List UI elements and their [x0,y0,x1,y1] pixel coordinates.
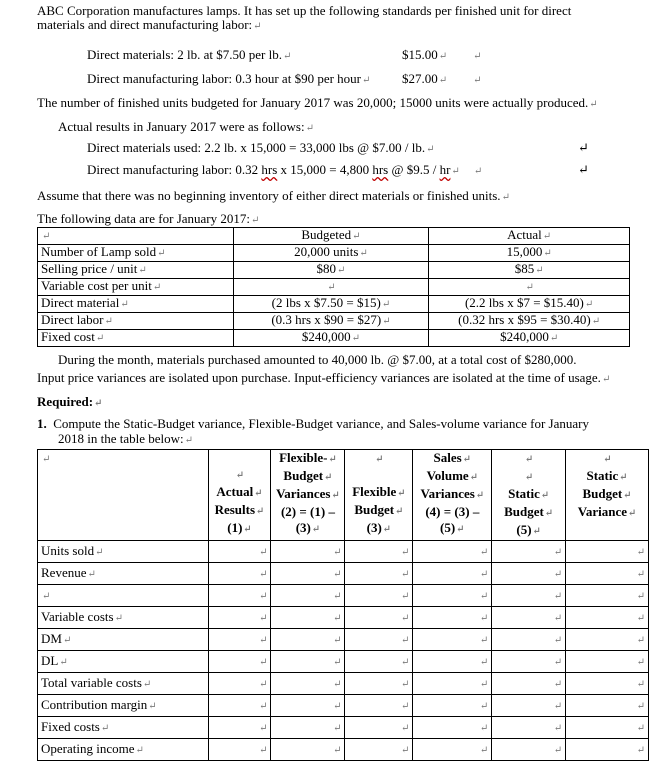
answer-cell[interactable]: ↵ [208,695,271,717]
answer-cell[interactable]: ↵ [566,739,649,761]
standard-dm-value: $15.00↵ ↵ [402,47,482,62]
standard-dm-label: Direct materials: 2 lb. at $7.50 per lb.↵ [87,47,292,62]
answer-cell[interactable]: ↵ [271,541,345,563]
table-row [38,717,649,739]
table-row [38,695,649,717]
table-row [38,607,649,629]
actual-value: $85↵ [429,262,630,279]
header-cell: ↵ [38,228,234,245]
table-row [38,279,630,296]
table-row [38,262,630,279]
actual-dl-line: Direct manufacturing labor: 0.32 hrs x 15,000 = 4,800 hrs @ $9.5 / hr↵ ↵ [87,162,483,177]
row-label: Contribution margin↵ [38,695,209,717]
row-label: Direct labor↵ [38,313,234,330]
answer-cell[interactable]: ↵ [271,695,345,717]
actual-value: $240,000↵ [429,330,630,347]
answer-cell[interactable]: ↵ [208,739,271,761]
actual-value: (0.32 hrs x $95 = $30.40)↵ [429,313,630,330]
answer-cell[interactable]: ↵ [271,607,345,629]
answer-cell[interactable]: ↵ [492,717,566,739]
budgeted-value: (0.3 hrs x $90 = $27)↵ [233,313,429,330]
answer-cell[interactable]: ↵ [208,541,271,563]
answer-cell[interactable]: ↵ [413,541,492,563]
paragraph-mark: ↵ [578,162,589,177]
answer-cell[interactable]: ↵ [345,673,413,695]
answer-cell[interactable]: ↵ [208,607,271,629]
answer-cell[interactable]: ↵ [566,673,649,695]
answer-cell[interactable]: ↵ [413,563,492,585]
answer-cell[interactable]: ↵ [345,651,413,673]
row-label: Revenue↵ [38,563,209,585]
answer-cell[interactable]: ↵ [566,563,649,585]
answer-cell[interactable]: ↵ [208,629,271,651]
row-label: Selling price / unit↵ [38,262,234,279]
row-label: Fixed cost↵ [38,330,234,347]
intro-line-2: materials and direct manufacturing labor:↵ [37,17,262,32]
budgeted-value: $240,000↵ [233,330,429,347]
purchase-text-2: Input price variances are isolated upon purchase. Input-efficiency variances are isolated at the time of usage.↵ [37,370,611,385]
header-cell: ↵ [38,450,209,541]
budgeted-value: ↵ [233,279,429,296]
answer-cell[interactable]: ↵ [413,651,492,673]
table-row [38,245,630,262]
answer-cell[interactable]: ↵ [413,585,492,607]
answer-cell[interactable]: ↵ [492,629,566,651]
answer-cell[interactable]: ↵ [413,695,492,717]
answer-cell[interactable]: ↵ [208,563,271,585]
answer-cell[interactable]: ↵ [345,541,413,563]
actual-value: ↵ [429,279,630,296]
table-row [38,739,649,761]
answer-cell[interactable]: ↵ [413,629,492,651]
answer-cell[interactable]: ↵ [345,695,413,717]
answer-cell[interactable]: ↵ [492,673,566,695]
answer-cell[interactable]: ↵ [271,651,345,673]
answer-cell[interactable]: ↵ [566,695,649,717]
data-table [37,227,630,347]
row-label: Variable cost per unit↵ [38,279,234,296]
answer-cell[interactable]: ↵ [345,739,413,761]
table-row [38,629,649,651]
row-label: Number of Lamp sold↵ [38,245,234,262]
header-actual-results: ↵ Actual↵ Results↵ (1)↵ [208,450,271,541]
table-row [38,296,630,313]
header-flexible-budget: ↵ Flexible↵ Budget↵ (3)↵ [345,450,413,541]
budget-text: The number of finished units budgeted for January 2017 was 20,000; 15000 units were actually produced.↵ [37,95,598,110]
answer-cell[interactable]: ↵ [413,607,492,629]
answer-cell[interactable]: ↵ [566,651,649,673]
answer-cell[interactable]: ↵ [492,541,566,563]
header-static-budget-variance: ↵ Static↵ Budget↵ Variance↵ [566,450,649,541]
answer-cell[interactable]: ↵ [492,585,566,607]
answer-cell[interactable]: ↵ [345,607,413,629]
table-row [38,673,649,695]
answer-cell[interactable]: ↵ [208,673,271,695]
answer-cell[interactable]: ↵ [271,739,345,761]
header-flexible-budget-variances: Flexible-↵ Budget↵ Variances↵ (2) = (1) – (3)↵ [271,450,345,541]
answer-cell[interactable]: ↵ [566,717,649,739]
intro-line-1: ABC Corporation manufactures lamps. It has set up the following standards per finished unit for direct [37,3,572,18]
data-table-header-row [38,228,630,245]
answer-cell[interactable]: ↵ [492,695,566,717]
row-label: DM↵ [38,629,209,651]
header-budgeted: Budgeted↵ [233,228,429,245]
answer-cell[interactable]: ↵ [271,629,345,651]
row-label: Variable costs↵ [38,607,209,629]
answer-cell[interactable]: ↵ [413,717,492,739]
answer-cell[interactable]: ↵ [345,563,413,585]
answer-cell[interactable]: ↵ [345,629,413,651]
row-label: Total variable costs↵ [38,673,209,695]
header-static-budget: ↵ ↵ Static↵ Budget↵ (5)↵ [492,450,566,541]
row-label: Direct material↵ [38,296,234,313]
answer-cell[interactable]: ↵ [566,629,649,651]
budgeted-value: $80↵ [233,262,429,279]
variance-table [37,449,649,761]
row-label: Units sold↵ [38,541,209,563]
row-label: Fixed costs↵ [38,717,209,739]
table-row [38,651,649,673]
answer-cell[interactable]: ↵ [566,541,649,563]
row-label: Operating income↵ [38,739,209,761]
answer-cell[interactable]: ↵ [492,563,566,585]
row-label: DL↵ [38,651,209,673]
following-text: The following data are for January 2017:↵ [37,211,260,226]
table-row [38,563,649,585]
table-row [38,585,649,607]
actual-value: 15,000↵ [429,245,630,262]
answer-cell[interactable]: ↵ [271,717,345,739]
actual-value: (2.2 lbs x $7 = $15.40)↵ [429,296,630,313]
answer-cell[interactable]: ↵ [271,673,345,695]
variance-header-row [38,450,649,541]
actual-heading: Actual results in January 2017 were as follows:↵ [58,119,314,134]
answer-cell[interactable]: ↵ [492,651,566,673]
answer-cell[interactable]: ↵ [492,739,566,761]
table-row [38,313,630,330]
paragraph-mark: ↵ [578,140,589,155]
required-label: Required:↵ [37,394,103,409]
answer-cell[interactable]: ↵ [271,563,345,585]
table-row [38,330,630,347]
actual-dm-line: Direct materials used: 2.2 lb. x 15,000 = 33,000 lbs @ $7.00 / lb.↵ [87,140,435,155]
answer-cell[interactable]: ↵ [345,717,413,739]
answer-cell[interactable]: ↵ [492,607,566,629]
answer-cell[interactable]: ↵ [208,717,271,739]
row-label: ↵ [38,585,209,607]
answer-cell[interactable]: ↵ [566,585,649,607]
assume-text: Assume that there was no beginning inventory of either direct materials or finished units.↵ [37,188,510,203]
answer-cell[interactable]: ↵ [345,585,413,607]
question-line-1: 1. Compute the Static-Budget variance, Flexible-Budget variance, and Sales-volume variance for January [37,416,589,431]
budgeted-value: (2 lbs x $7.50 = $15)↵ [233,296,429,313]
table-row [38,541,649,563]
answer-cell[interactable]: ↵ [208,651,271,673]
answer-cell[interactable]: ↵ [413,739,492,761]
purchase-text-1: During the month, materials purchased amounted to 40,000 lb. @ $7.00, at a total cost of $280,000. [58,352,577,367]
standard-dl-value: $27.00↵ ↵ [402,71,482,86]
answer-cell[interactable]: ↵ [208,585,271,607]
standard-dl-label: Direct manufacturing labor: 0.3 hour at $90 per hour↵ [87,71,371,86]
header-actual: Actual↵ [429,228,630,245]
header-sales-volume-variances: Sales↵ Volume↵ Variances↵ (4) = (3) – (5)↵ [413,450,492,541]
answer-cell[interactable]: ↵ [566,607,649,629]
budgeted-value: 20,000 units↵ [233,245,429,262]
question-line-2: 2018 in the table below:↵ [58,431,194,446]
answer-cell[interactable]: ↵ [413,673,492,695]
answer-cell[interactable]: ↵ [271,585,345,607]
